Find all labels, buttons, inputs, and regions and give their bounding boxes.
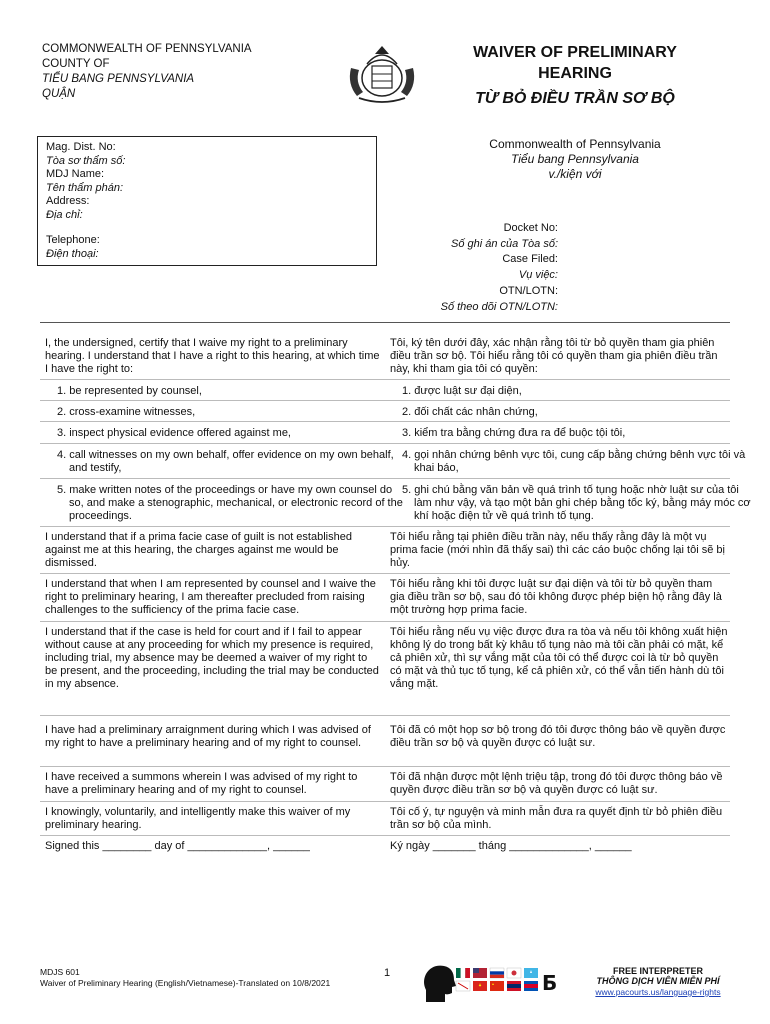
row-divider: [40, 573, 730, 574]
free-interpreter-vi: THÔNG DỊCH VIÊN MIỄN PHÍ: [596, 976, 720, 986]
header-line-county: COUNTY OF: [42, 58, 110, 70]
row-divider: [40, 443, 730, 444]
intro-vi: Tôi, ký tên dưới đây, xác nhận rằng tôi từ bỏ quyền tham gia phiên điều trần sơ bộ. Tôi hiểu rằng tôi có quyền tham gia phiên điều trần này, khi tham gia tôi có quyền:: [390, 337, 718, 375]
para-arraignment-vi: Tôi đã có một họp sơ bộ trong đó tôi được thông báo về quyền được điều trần sơ bộ và quyền được có luật sư.: [390, 724, 726, 749]
svg-text:Б: Б: [542, 971, 558, 994]
form-description: Waiver of Preliminary Hearing (English/Vietnamese)-Translated on 10/8/2021: [40, 977, 331, 988]
telephone-label: Telephone:: [46, 234, 100, 246]
row-divider: [40, 715, 730, 716]
form-id: MDJS 601: [40, 967, 80, 977]
signature-line-vi: Ký ngày _______ tháng _____________, ______: [390, 840, 632, 852]
para-absence-en: I understand that if the case is held for court and if I fail to appear without cause at any proceeding for which my presence is required, including trial, my absence may be deemed a waiver of my right to be present, and the proceeding, including the trial may be conducted in my absence.: [45, 626, 379, 690]
row-divider: [40, 801, 730, 802]
mag-dist-label: Mag. Dist. No:: [46, 141, 116, 153]
right-2-vi: 2. đối chất các nhân chứng,: [402, 406, 538, 418]
right-2-en: 2. cross-examine witnesses,: [57, 406, 196, 418]
signature-line-en: Signed this ________ day of _____________, ______: [45, 840, 310, 852]
pennsylvania-seal-icon: [345, 44, 419, 106]
right-3-vi: 3. kiểm tra bằng chứng đưa ra để buộc tội tôi,: [402, 427, 626, 439]
para-absence-vi: Tôi hiểu rằng nếu vụ việc được đưa ra tòa và nếu tôi không xuất hiện không lý do trong bất kỳ khâu tố tụng nào mà tôi cần phải có mặt, kể cả phiên xử, thì sự vắng mặt của tôi có thể được coi là từ bỏ quyền có mặt và thủ tục tố tụng, kể cả phiên xử, có thể vẫn tiến hành dù tôi vắng mặt.: [390, 626, 728, 690]
form-title-vi: TỪ BỎ ĐIỀU TRẦN SƠ BỘ: [475, 90, 675, 107]
right-5-en: 5. make written notes of the proceedings or have my own counsel do so, and make a stenographic, mechanical, or electronic record of the proceedings.: [57, 484, 403, 522]
otn-label: OTN/LOTN:: [499, 284, 558, 297]
row-divider: [40, 766, 730, 767]
row-divider: [40, 421, 730, 422]
form-footer-id: [40, 967, 330, 988]
header-line-county-vi: QUẬN: [42, 88, 76, 100]
case-filed-label: Case Filed:: [502, 253, 558, 266]
case-filed-label-vi: Vụ việc:: [518, 269, 558, 282]
form-title-line1: WAIVER OF PRELIMINARY: [473, 44, 677, 61]
jurisdiction-header: [42, 42, 252, 102]
caption-commonwealth: Commonwealth of Pennsylvania: [489, 137, 661, 151]
right-1-vi: 1. được luật sư đại diện,: [402, 385, 522, 397]
right-4-vi: 4. gọi nhân chứng bênh vực tôi, cung cấp bằng chứng bênh vực tôi và khai báo,: [402, 449, 746, 474]
para-summons-en: I have received a summons wherein I was advised of my right to have a preliminary hearing and of my right to counsel.: [45, 771, 358, 796]
address-label: Address:: [46, 195, 90, 207]
caption-versus: v./kiện với: [548, 167, 602, 181]
right-5-vi: 5. ghi chú bằng văn bản về quá trình tố tụng hoặc nhờ luật sư của tôi làm như vậy, và tạo một bản ghi chép bằng tốc ký, bằng máy móc cơ khí hoặc điện tử về quá trình tố tụng.: [402, 484, 751, 522]
row-divider: [40, 526, 730, 527]
mag-dist-label-vi: Tòa sơ thẩm số:: [46, 154, 126, 167]
para-knowingly-en: I knowingly, voluntarily, and intelligently make this waiver of my preliminary hearing.: [45, 806, 351, 831]
case-caption: [430, 137, 720, 182]
right-3-en: 3. inspect physical evidence offered against me,: [57, 427, 291, 439]
header-line-commonwealth: COMMONWEALTH OF PENNSYLVANIA: [42, 43, 252, 55]
docket-no-label: Docket No:: [503, 222, 558, 234]
intro-en: I, the undersigned, certify that I waive my right to a preliminary hearing. I understand that I have a right to this hearing, at which time I have the right to:: [45, 337, 380, 375]
telephone-label-vi: Điện thoại:: [46, 247, 99, 260]
mdj-name-label-vi: Tên thẩm phán:: [46, 181, 124, 194]
row-divider: [40, 400, 730, 401]
form-title-line2: HEARING: [538, 65, 612, 82]
para-counsel-vi: Tôi hiểu rằng khi tôi được luật sư đại diện và tôi từ bỏ quyền tham gia điều trần sơ bộ, sau đó tôi không được phép biện hộ rằng đây là một trường hợp prima facie.: [390, 578, 722, 616]
section-divider: [40, 322, 730, 323]
free-interpreter-en: FREE INTERPRETER: [612, 966, 703, 976]
para-counsel-en: I understand that when I am represented by counsel and I waive the right to preliminary hearing, I am thereafter precluded from raising challenges to the sufficiency of the prima facie case.: [45, 578, 376, 616]
magistrate-info-box: [37, 136, 377, 266]
free-interpreter-title: [578, 966, 738, 986]
right-4-en: 4. call witnesses on my own behalf, offer evidence on my own behalf, and testify,: [57, 449, 394, 474]
language-flags-icon: [454, 966, 572, 994]
otn-label-vi: Số theo dõi OTN/LOTN:: [440, 300, 558, 313]
mdj-name-label: MDJ Name:: [46, 168, 105, 180]
para-prima-facie-en: I understand that if a prima facie case of guilt is not established against me at this hearing, the charges against me would be dismissed.: [45, 531, 352, 569]
para-summons-vi: Tôi đã nhận được một lệnh triệu tập, trong đó tôi được thông báo về quyền được điều trần sơ bộ và quyền được có luật sư.: [390, 771, 723, 796]
header-line-commonwealth-vi: TIỂU BANG PENNSYLVANIA: [42, 73, 195, 85]
caption-commonwealth-vi: Tiểu bang Pennsylvania: [511, 152, 639, 166]
docket-no-label-vi: Số ghi án của Tòa số:: [450, 237, 558, 250]
page-number: 1: [384, 967, 391, 979]
language-rights-link[interactable]: www.pacourts.us/language-rights: [595, 987, 721, 997]
para-arraignment-en: I have had a preliminary arraignment during which I was advised of my right to have a preliminary hearing and of my right to counsel.: [45, 724, 371, 749]
row-divider: [40, 835, 730, 836]
row-divider: [40, 478, 730, 479]
row-divider: [40, 621, 730, 622]
row-divider: [40, 379, 730, 380]
right-1-en: 1. be represented by counsel,: [57, 385, 202, 397]
para-prima-facie-vi: Tôi hiểu rằng tại phiên điều trần này, nếu thấy rằng đây là một vụ prima facie (mới nhìn đã thấy sai) thì các cáo buộc chống lại tôi sẽ bị hủy.: [390, 531, 725, 569]
para-knowingly-vi: Tôi cố ý, tự nguyện và minh mẫn đưa ra quyết định từ bỏ phiên điều trần sơ bộ của mình.: [390, 806, 723, 831]
form-title: [430, 42, 720, 84]
docket-info: [380, 221, 558, 315]
address-label-vi: Địa chỉ:: [46, 208, 83, 221]
